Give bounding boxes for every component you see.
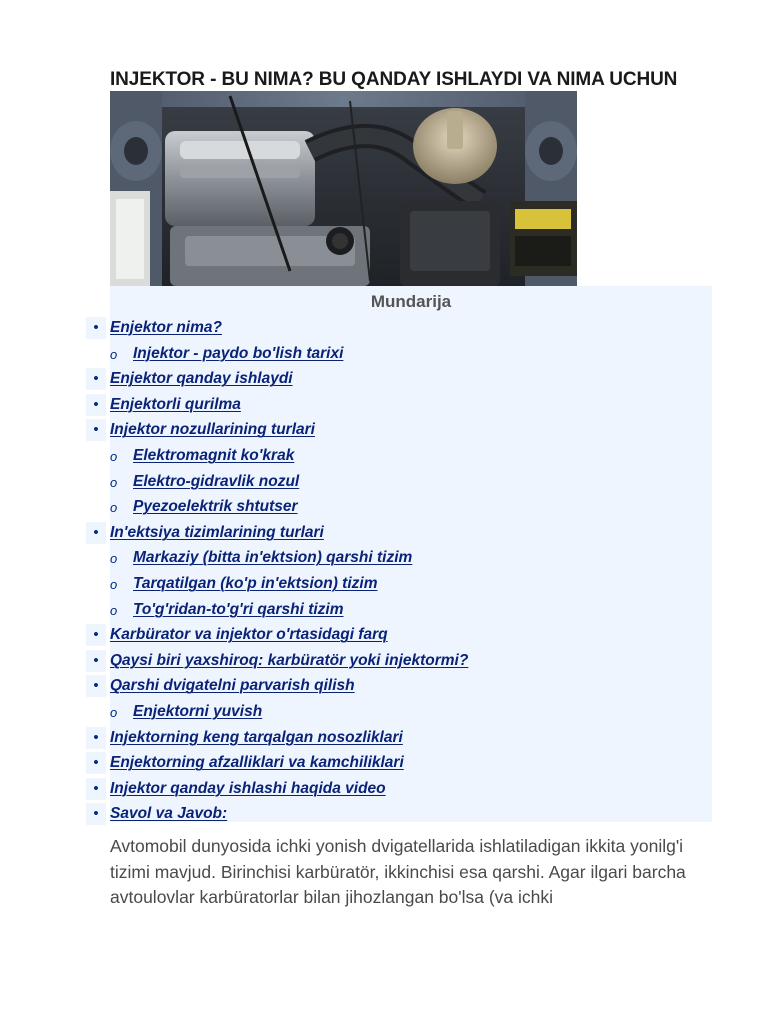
toc-subitem (110, 343, 344, 365)
article-title: INJEKTOR - BU NIMA? BU QANDAY ISHLAYDI VA NIMA UCHUN (110, 69, 678, 90)
toc-item (93, 650, 469, 672)
intro-paragraph: Avtomobil dunyosida ichki yonish dvigatellarida ishlatiladigan ikkita yonilg'i tizimi mavjud. Birinchisi karbüratör, ikkinchisi esa qarshi. Agar ilgari barcha avtoulovlar karbüratorlar bilan jihozlangan bo'lsa (va ichki (110, 836, 686, 907)
bullet-icon: • (86, 368, 106, 390)
circle-bullet-icon: o (110, 705, 118, 720)
toc-subitem (110, 445, 295, 467)
circle-bullet-icon: o (110, 500, 118, 516)
toc-link[interactable]: Markaziy (bitta in'ektsion) qarshi tizim (133, 549, 413, 567)
toc-item (93, 803, 228, 825)
toc-link[interactable]: Injektor - paydo bo'lish tarixi (133, 344, 344, 362)
toc-item (93, 675, 355, 697)
toc-link[interactable]: Injektor qanday ishlashi haqida video (110, 779, 386, 797)
toc-subitem (110, 701, 263, 723)
bullet-icon: • (86, 803, 106, 825)
bullet-icon: • (86, 522, 106, 544)
toc-link[interactable]: In'ektsiya tizimlarining turlari (110, 523, 324, 541)
bullet-icon: • (86, 317, 106, 339)
bullet-icon: • (86, 650, 106, 672)
toc-item (93, 624, 388, 646)
circle-bullet-icon: o (110, 346, 118, 362)
toc-item (93, 522, 324, 544)
circle-bullet-icon: o (110, 577, 118, 592)
toc-link[interactable]: Enjektorli qurilma (110, 395, 241, 413)
toc-subitem (110, 547, 413, 569)
bullet-icon: • (86, 727, 106, 749)
engine-bay-photo (110, 91, 577, 286)
bullet-icon: • (86, 394, 106, 416)
table-of-contents (93, 286, 712, 823)
toc-link[interactable]: Qaysi biri yaxshiroq: karbüratör yoki injektormi? (110, 651, 469, 669)
toc-link[interactable]: Injektor nozullarining turlari (110, 421, 315, 439)
toc-item (93, 778, 386, 800)
toc-heading: Mundarija (370, 292, 452, 311)
toc-link[interactable]: Tarqatilgan (ko'p in'ektsion) tizim (133, 575, 378, 592)
toc-link[interactable]: To'g'ridan-to'g'ri qarshi tizim (133, 600, 344, 618)
toc-item (93, 752, 404, 774)
circle-bullet-icon: o (110, 449, 118, 464)
toc-link[interactable]: Elektromagnit ko'krak (133, 447, 295, 464)
circle-bullet-icon: o (110, 551, 118, 567)
bullet-icon: • (86, 778, 106, 800)
toc-link[interactable]: Enjektorni yuvish (133, 703, 263, 720)
bullet-icon: • (86, 752, 106, 774)
circle-bullet-icon: o (110, 602, 118, 618)
toc-item (93, 394, 241, 416)
toc-link[interactable]: Enjektor qanday ishlaydi (110, 370, 293, 388)
circle-bullet-icon: o (110, 474, 118, 490)
toc-link[interactable]: Enjektorning afzalliklari va kamchiliklari (110, 754, 404, 772)
toc-item (93, 727, 403, 749)
bullet-icon: • (86, 624, 106, 646)
toc-link[interactable]: Elektro-gidravlik nozul (133, 472, 300, 490)
toc-subitem (110, 573, 378, 595)
toc-link[interactable]: Qarshi dvigatelni parvarish qilish (110, 677, 355, 695)
toc-subitem (110, 496, 298, 518)
toc-link[interactable]: Karbürator va injektor o'rtasidagi farq (110, 626, 388, 644)
toc-link[interactable]: Savol va Javob: (110, 805, 228, 823)
toc-link[interactable]: Enjektor nima? (110, 319, 222, 336)
toc-subitem (110, 599, 344, 621)
toc-subitem (110, 471, 300, 493)
toc-link[interactable]: Pyezoelektrik shtutser (133, 498, 298, 516)
toc-item (93, 368, 293, 390)
toc-item (93, 317, 222, 339)
bullet-icon: • (86, 675, 106, 697)
bullet-icon: • (86, 419, 106, 441)
toc-item (93, 419, 315, 441)
toc-link[interactable]: Injektorning keng tarqalgan nosozliklari (110, 728, 403, 746)
